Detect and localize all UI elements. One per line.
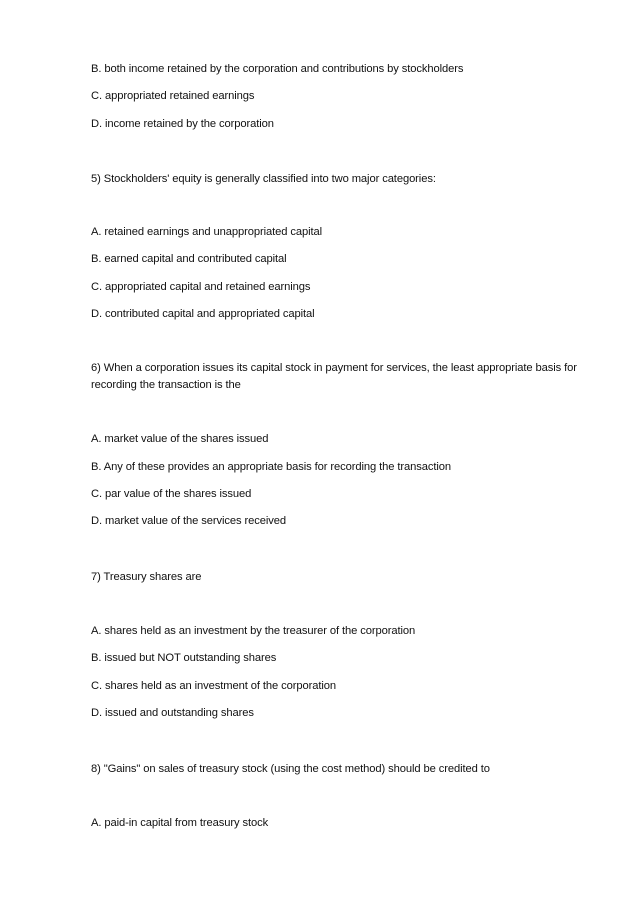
- question-7: 7) Treasury shares are: [91, 571, 202, 583]
- answer-option-a-q5: A. retained earnings and unappropriated capital: [91, 226, 323, 238]
- answer-option-b-q6: B. Any of these provides an appropriate basis for recording the transaction: [91, 461, 452, 473]
- answer-option-b-q7: B. issued but NOT outstanding shares: [91, 652, 277, 664]
- question-6: 6) When a corporation issues its capital stock in payment for services, the least appropriate basis for recording the transaction is the: [91, 362, 577, 391]
- answer-option-d-q6: D. market value of the services received: [91, 515, 286, 527]
- answer-option-a-q6: A. market value of the shares issued: [91, 433, 269, 445]
- answer-option-d-q4: D. income retained by the corporation: [91, 118, 274, 130]
- answer-option-a-q8: A. paid-in capital from treasury stock: [91, 817, 269, 829]
- answer-option-d-q5: D. contributed capital and appropriated capital: [91, 308, 315, 320]
- answer-option-d-q7: D. issued and outstanding shares: [91, 707, 254, 719]
- answer-option-a-q7: A. shares held as an investment by the treasurer of the corporation: [91, 625, 416, 637]
- answer-option-c-q4: C. appropriated retained earnings: [91, 90, 255, 102]
- answer-option-c-q6: C. par value of the shares issued: [91, 488, 252, 500]
- answer-option-c-q5: C. appropriated capital and retained earnings: [91, 281, 311, 293]
- answer-option-b-q4: B. both income retained by the corporation and contributions by stockholders: [91, 63, 464, 75]
- answer-option-c-q7: C. shares held as an investment of the corporation: [91, 680, 336, 692]
- answer-option-b-q5: B. earned capital and contributed capital: [91, 253, 287, 265]
- question-5: 5) Stockholders' equity is generally classified into two major categories:: [91, 173, 436, 185]
- question-8: 8) "Gains" on sales of treasury stock (using the cost method) should be credited to: [91, 763, 490, 775]
